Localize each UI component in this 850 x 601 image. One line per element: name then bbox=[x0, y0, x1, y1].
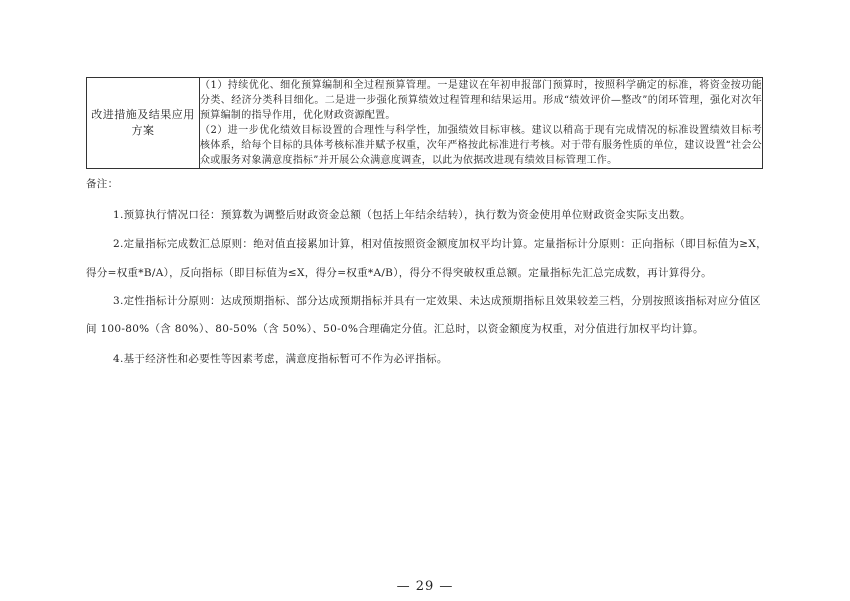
measure-paragraph-2: （2）进一步优化绩效目标设置的合理性与科学性，加强绩效目标审核。建议以稍高于现有完成情况的标准设置绩效目标考核体系，给每个目标的具体考核标准并赋予权重，次年严格按此标准进行考核。对于带有服务性质的单位，建议设置“社会公众或服务对象满意度指标”并开展公众满意度调查，以此为依据改进现有绩效目标管理工作。 bbox=[200, 125, 762, 166]
page-number: — 29 — bbox=[396, 579, 454, 594]
notes-title: 备注： bbox=[86, 178, 119, 190]
note-1: 1.预算执行情况口径：预算数为调整后财政资金总额（包括上年结余结转），执行数为资金使用单位财政资金实际支出数。 bbox=[113, 209, 691, 221]
note-3-line-1: 3.定性指标计分原则：达成预期指标、部分达成预期指标并具有一定效果、未达成预期指标且效果较差三档，分别按照该指标对应分值区 bbox=[113, 295, 761, 307]
measure-paragraph-1: （1）持续优化、细化预算编制和全过程预算管理。一是建议在年初申报部门预算时，按照科学确定的标准，将资金按功能分类、经济分类科目细化。二是进一步强化预算绩效过程管理和结果运用。形成“绩效评价—整改”的闭环管理，强化对次年预算编制的指导作用，优化财政资源配置。 bbox=[200, 80, 762, 121]
note-2-line-1: 2.定量指标完成数汇总原则：绝对值直接累加计算，相对值按照资金额度加权平均计算。定量指标计分原则：正向指标（即目标值为≥X， bbox=[113, 238, 767, 250]
note-4: 4.基于经济性和必要性等因素考虑，满意度指标暂可不作为必评指标。 bbox=[113, 353, 448, 365]
row-label-cell bbox=[87, 78, 200, 169]
improvement-measures-table bbox=[86, 77, 763, 169]
table-row bbox=[87, 78, 763, 169]
note-3-line-2: 间 100-80%（含 80%）、80-50%（含 50%）、50-0%合理确定分值。汇总时，以资金额度为权重，对分值进行加权平均计算。 bbox=[86, 323, 704, 335]
row-label: 改进措施及结果应用方案 bbox=[91, 108, 195, 137]
row-content-cell bbox=[200, 78, 763, 169]
note-2-line-2: 得分=权重*B/A），反向指标（即目标值为≤X，得分=权重*A/B），得分不得突破权重总额。定量指标先汇总完成数，再计算得分。 bbox=[86, 267, 712, 279]
